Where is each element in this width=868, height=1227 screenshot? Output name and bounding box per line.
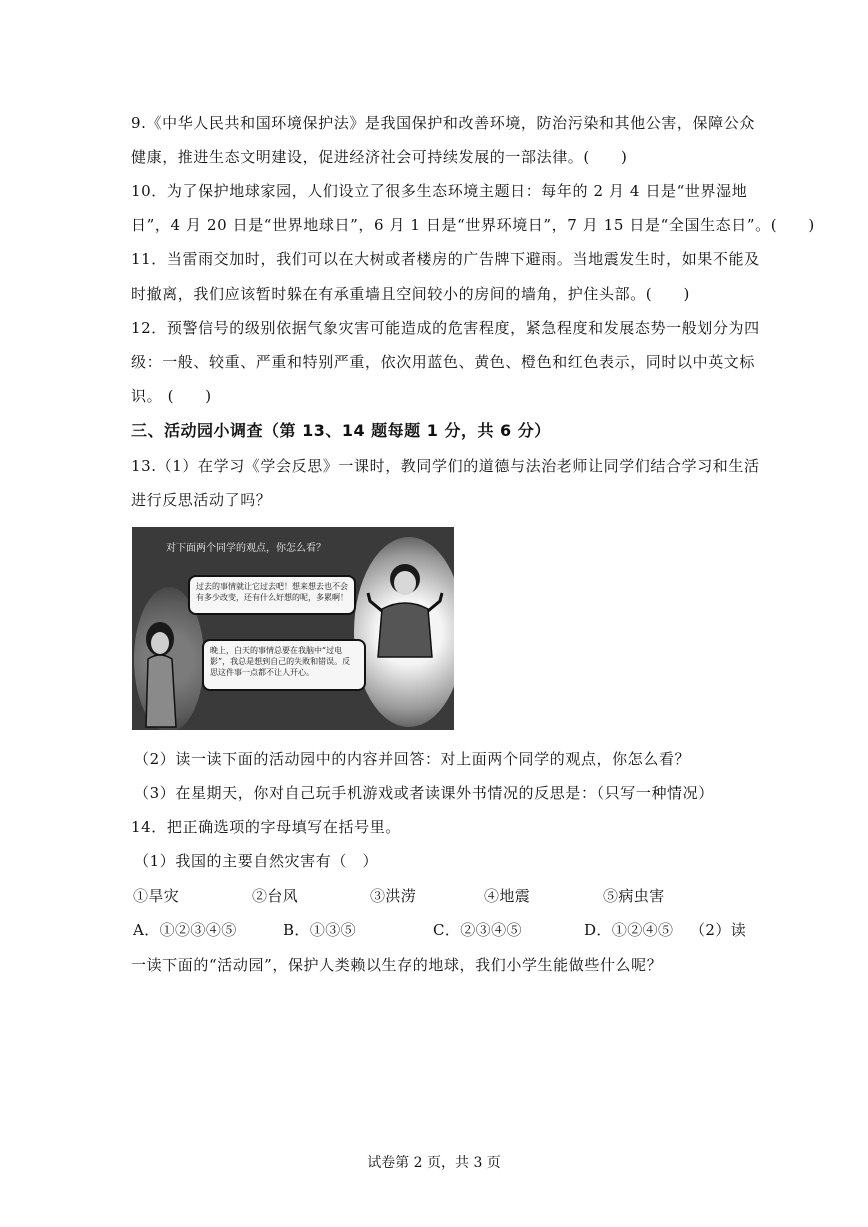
q14-part1: （1）我国的主要自然灾害有（ ） — [134, 852, 379, 870]
q14-item-2: ②台风 — [252, 887, 299, 905]
q14-item-3: ③洪涝 — [370, 887, 417, 905]
q14-item-4: ④地震 — [484, 887, 531, 905]
q14-part2-start: （2）读 — [690, 921, 747, 939]
q10-line1: 10．为了保护地球家园，人们设立了很多生态环境主题日：每年的 2 月 4 日是“世界湿地 — [131, 182, 748, 200]
q12-line1: 12．预警信号的级别依据气象灾害可能造成的危害程度，紧急程度和发展态势一般划分为四 — [131, 319, 760, 337]
q14-choice-b: B．①③⑤ — [283, 921, 357, 939]
figure-title: 对下面两个同学的观点，你怎么看？ — [166, 543, 326, 554]
q14-choice-d: D．①②④⑤ — [584, 921, 674, 939]
q13-part3: （3）在星期天，你对自己玩手机游戏或者读课外书情况的反思是：（只写一种情况） — [134, 784, 714, 802]
girl-figure — [146, 622, 176, 727]
speech-bubble-girl: 晚上，白天的事情总要在我脑中“过电影”，我总是想到自己的失败和错误。反思这件事一点都不让人开心。 — [202, 639, 366, 691]
q10-line2: 日”，4 月 20 日是“世界地球日”，6 月 1 日是“世界环境日”，7 月 15 日是“全国生态日”。( ) — [131, 216, 815, 234]
q13-line1: 13.（1）在学习《学会反思》一课时，教同学们的道德与法治老师让同学们结合学习和生活 — [131, 457, 760, 475]
q11-line1: 11．当雷雨交加时，我们可以在大树或者楼房的广告牌下避雨。当地震发生时，如果不能及 — [131, 250, 760, 268]
q11-line2: 时撤离，我们应该暂时躲在有承重墙且空间较小的房间的墙角，护住头部。( ) — [131, 285, 690, 303]
q9-line1: 9.《中华人民共和国环境保护法》是我国保护和改善环境，防治污染和其他公害，保障公众 — [131, 114, 755, 132]
q14-choice-a: A．①②③④⑤ — [133, 921, 237, 939]
q14-item-5: ⑤病虫害 — [603, 887, 665, 905]
q12-line3: 识。 ( ) — [131, 387, 212, 405]
q14-part2-line2: 一读下面的“活动园”，保护人类赖以生存的地球，我们小学生能做些什么呢？ — [131, 956, 663, 974]
cartoon-figure — [132, 527, 454, 730]
q13-part2: （2）读一读下面的活动园中的内容并回答：对上面两个同学的观点，你怎么看？ — [134, 750, 691, 768]
q14-choice-c: C．②③④⑤ — [433, 921, 522, 939]
boy-figure — [368, 564, 442, 657]
section-heading: 三、活动园小调查（第 13、14 题每题 1 分，共 6 分） — [131, 421, 551, 440]
speech-bubble-boy: 过去的事情就让它过去吧！想来想去也不会有多少改变，还有什么好想的呢，多累啊！ — [188, 575, 356, 615]
page-footer: 试卷第 2 页，共 3 页 — [367, 1155, 501, 1171]
q9-line2: 健康，推进生态文明建设，促进经济社会可持续发展的一部法律。( ) — [131, 148, 628, 166]
q12-line2: 级：一般、较重、严重和特别严重，依次用蓝色、黄色、橙色和红色表示，同时以中英文标 — [131, 353, 756, 371]
q14-item-1: ①旱灾 — [133, 887, 180, 905]
figure-drawing — [132, 527, 454, 730]
q13-line2: 进行反思活动了吗？ — [131, 491, 272, 509]
q14-intro: 14．把正确选项的字母填写在括号里。 — [131, 818, 401, 836]
